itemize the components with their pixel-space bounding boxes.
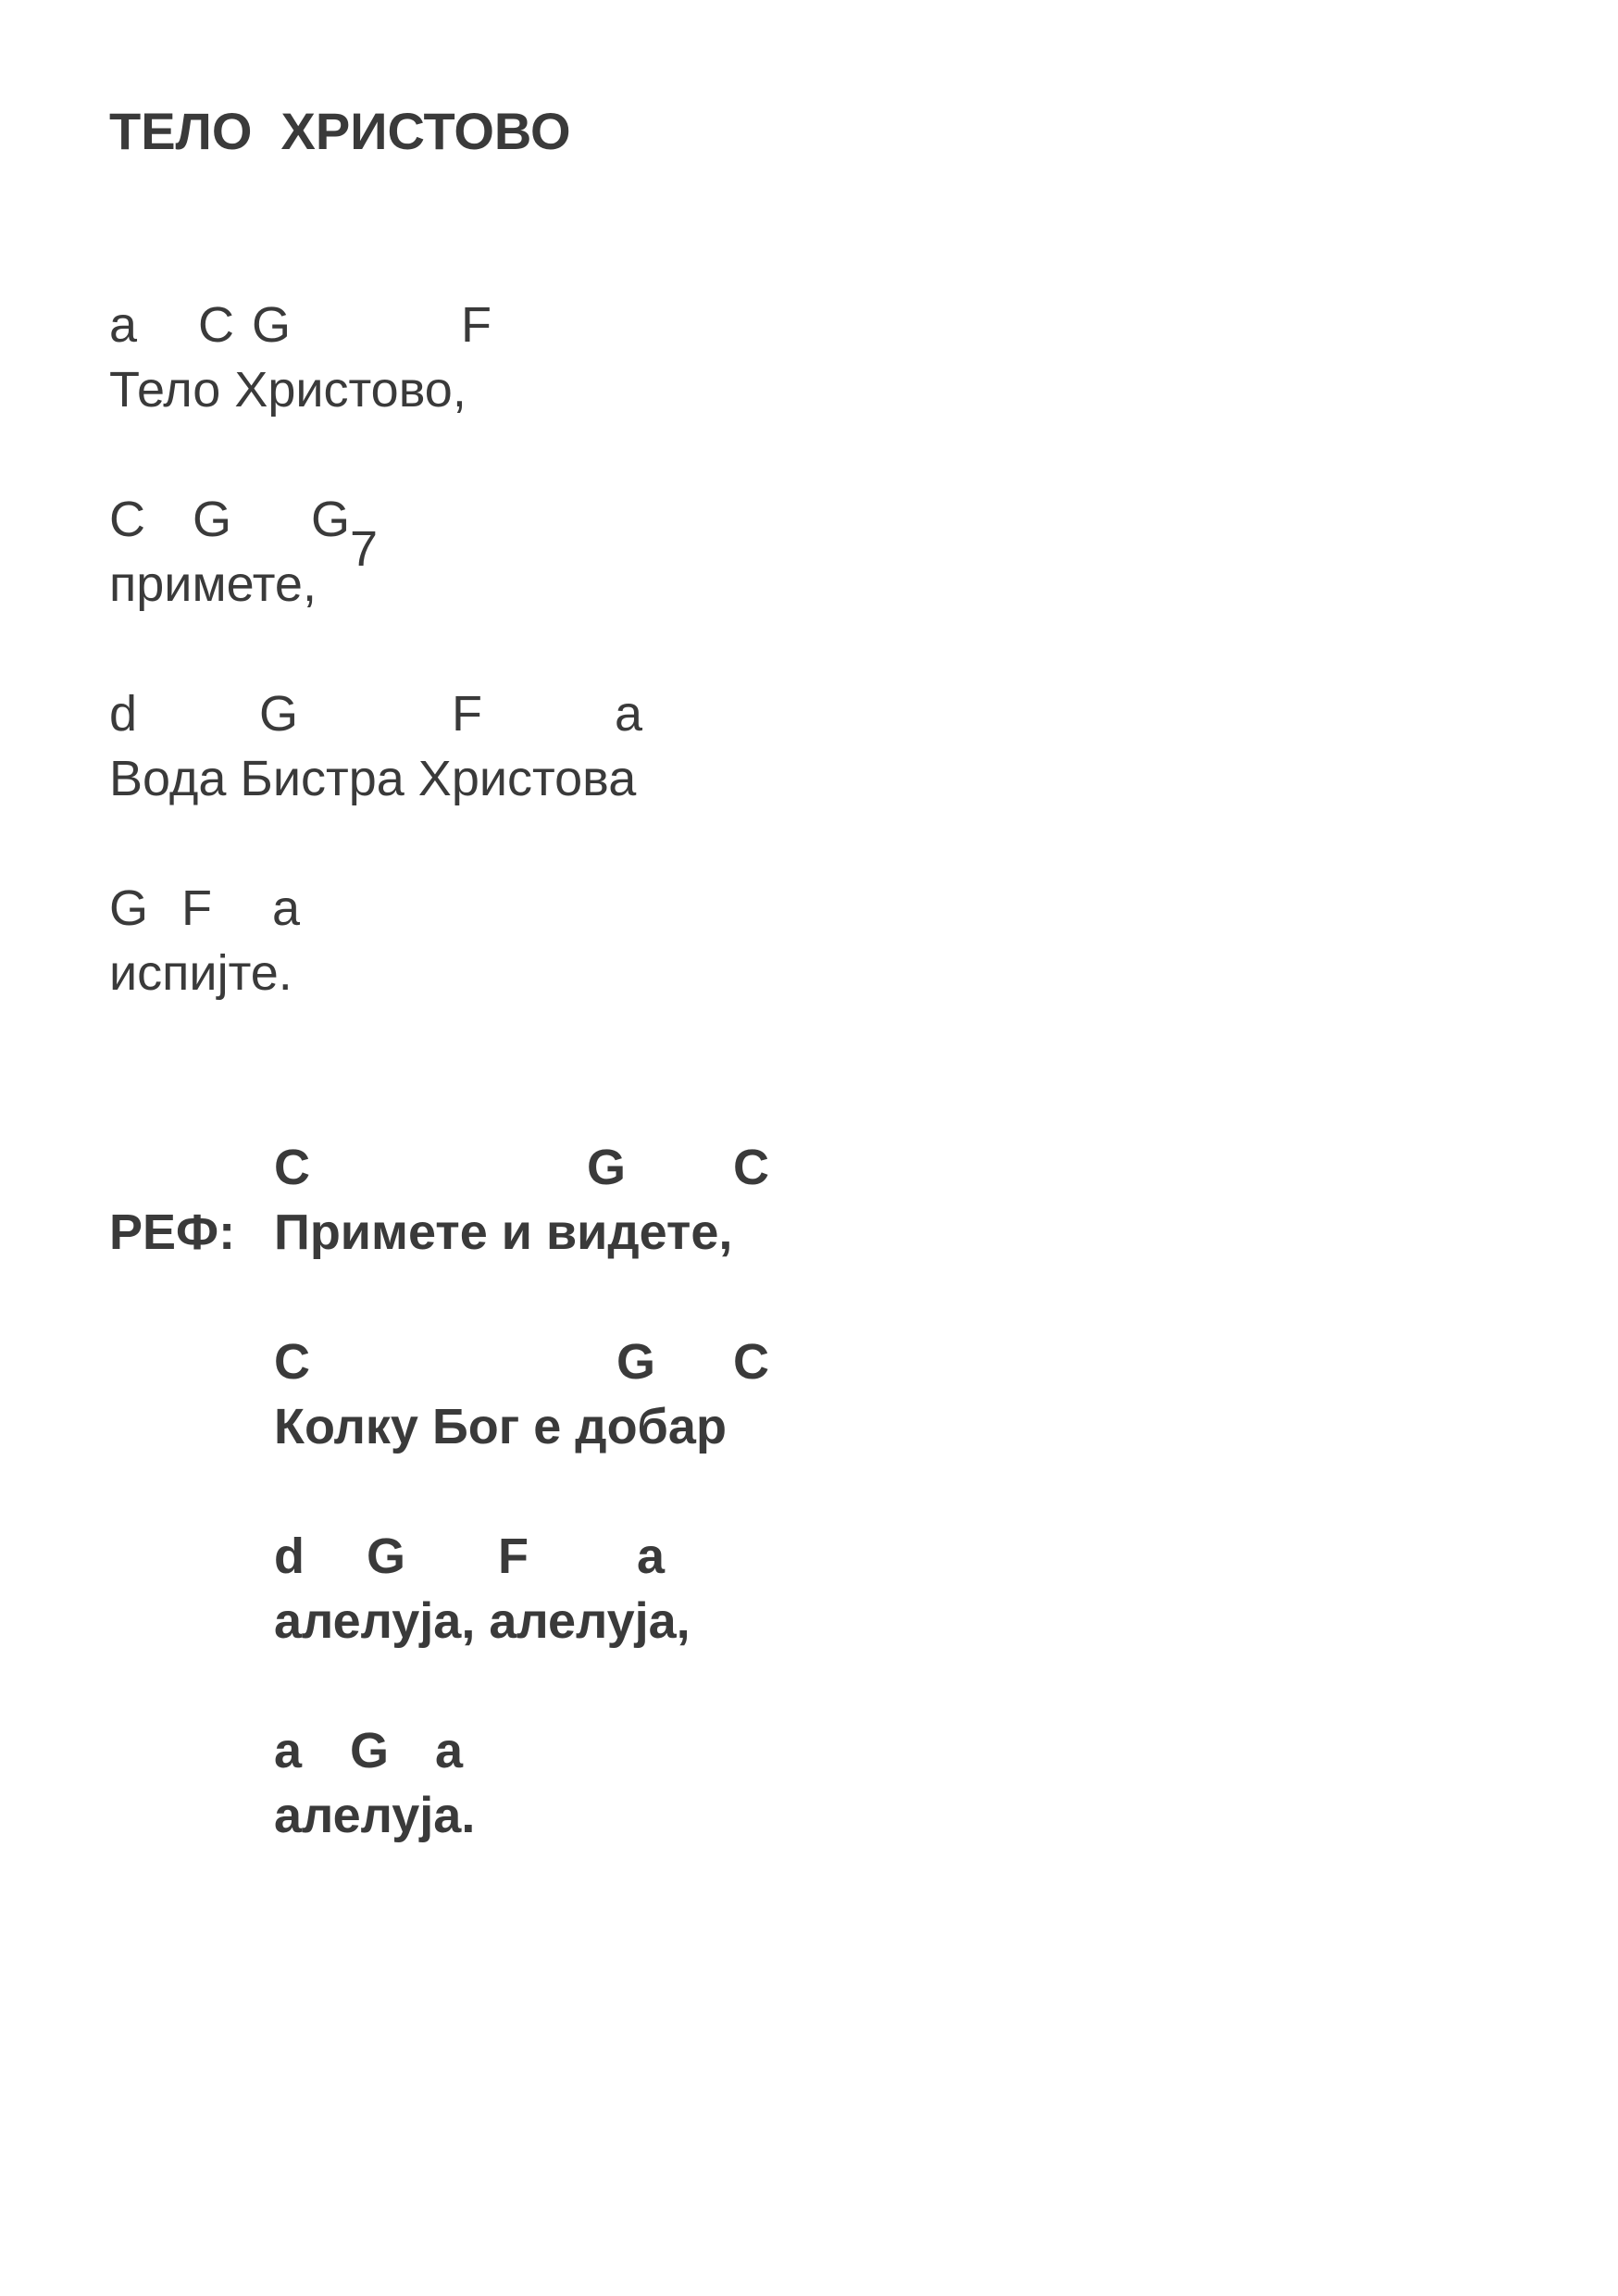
chord: F (498, 1529, 529, 1584)
chord: C (733, 1140, 769, 1195)
chord: G (259, 686, 299, 742)
chord: a (272, 880, 301, 936)
chord: G (109, 880, 149, 936)
lyric-line: Колку Бог е добар (274, 1399, 727, 1454)
lyric-line: алелуја, алелуја, (274, 1593, 691, 1649)
refrain-label: РЕФ: (109, 1204, 236, 1260)
chord: G (350, 1723, 390, 1778)
chord: a (637, 1529, 666, 1584)
chord: G (193, 492, 232, 547)
lyric-line: испијте. (109, 945, 292, 1001)
chord: G (252, 297, 292, 353)
chord: G (367, 1529, 406, 1584)
chord: C (198, 297, 234, 353)
chord: a (109, 297, 138, 353)
chord: a (615, 686, 643, 742)
song-title: ТЕЛО ХРИСТОВО (109, 102, 571, 160)
lyric-line: примете, (109, 556, 317, 612)
chord: d (109, 686, 138, 742)
lyric-line: Тело Христово, (109, 362, 467, 418)
chord: G (311, 492, 351, 547)
chord: F (181, 880, 212, 936)
chord: F (452, 686, 482, 742)
chord: d (274, 1529, 305, 1584)
lyric-line: алелуја. (274, 1788, 476, 1843)
chord: a (274, 1723, 303, 1778)
chord-suffix: 7 (350, 521, 379, 577)
chord: a (435, 1723, 464, 1778)
chord: G (616, 1334, 656, 1390)
chord: C (109, 492, 145, 547)
chord: C (274, 1334, 310, 1390)
lyric-line: Вода Бистра Христова (109, 751, 637, 806)
chord: C (733, 1334, 769, 1390)
chord: G (587, 1140, 627, 1195)
chord: F (461, 297, 492, 353)
chord: C (274, 1140, 310, 1195)
lyric-line: Примете и видете, (274, 1204, 733, 1260)
